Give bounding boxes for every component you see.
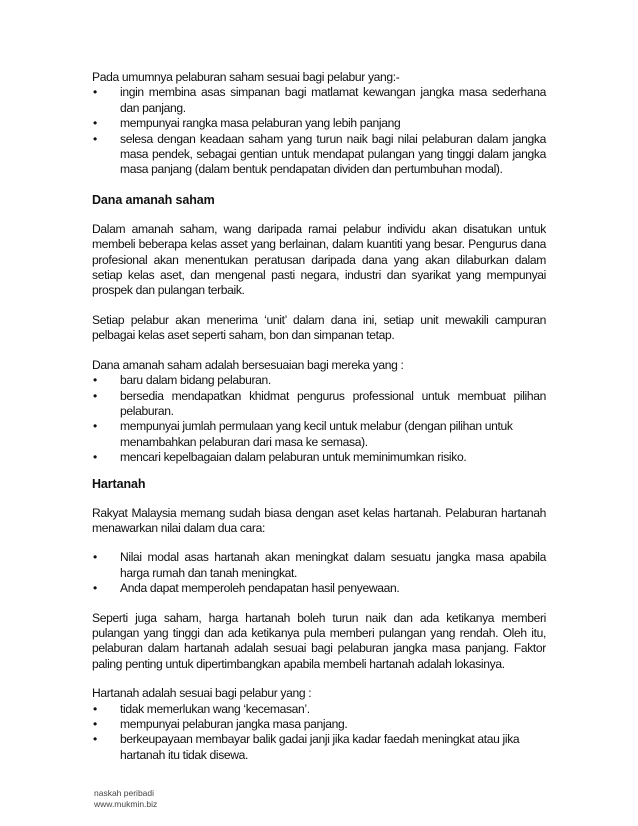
bullet-icon: • [93, 373, 97, 388]
bullet-icon: • [93, 550, 97, 565]
document-body [92, 70, 546, 763]
hartanah-bullet-list-1 [92, 550, 546, 596]
bullet-icon: • [93, 717, 97, 731]
footer-website: www.mukmin.biz [94, 799, 158, 809]
hartanah-paragraph-1: Rakyat Malaysia memang sudah biasa dengan aset kelas hartanah. Pelaburan hartanah menawarkan nilai dalam dua cara: [92, 505, 546, 535]
bullet-icon: • [93, 732, 97, 747]
list-item: • selesa dengan keadaan saham yang turun naik bagi nilai pelaburan dalam jangka masa pendek, sebagai gentian untuk mendapat pulangan yang tinggi dalam jangka masa panjang (dalam bentuk pendapatan dividen dan pertumbuhan modal). [93, 131, 546, 177]
dana-bullet-list [92, 373, 546, 465]
footer-note: naskah peribadi [94, 788, 155, 798]
dana-lead: Dana amanah saham adalah bersesuaian bagi mereka yang : [92, 357, 404, 372]
page-footer [94, 788, 157, 810]
bullet-icon: • [93, 419, 97, 434]
list-item: • berkeupayaan membayar balik gadai janji jika kadar faedah meningkat atau jika hartanah itu tidak disewa. [93, 732, 520, 762]
heading-dana-amanah-saham: Dana amanah saham [92, 192, 215, 207]
bullet-icon: • [93, 450, 97, 465]
bullet-icon: • [93, 116, 97, 131]
intro-bullet-list [92, 85, 546, 177]
heading-hartanah: Hartanah [92, 476, 146, 491]
dana-paragraph-1: Dalam amanah saham, wang daripada ramai pelabur individu akan disatukan untuk membeli beberapa kelas asset yang berlainan, dalam kuantiti yang besar. Pengurus dana profesional akan menentukan peratusan daripada dana yang akan dilaburkan dalam setiap kelas aset, dan mengenal pasti negara, industri dan syarikat yang mempunyai prospek dan pulangan terbaik. [92, 221, 546, 298]
list-item: • Anda dapat memperoleh pendapatan hasil penyewaan. [93, 581, 400, 596]
list-item: • mempunyai jumlah permulaan yang kecil untuk melabur (dengan pilihan untuk menambahkan pelaburan dari masa ke semasa). [93, 419, 513, 449]
list-item: • mencari kepelbagaian dalam pelaburan untuk meminimumkan risiko. [93, 450, 467, 465]
hartanah-lead: Hartanah adalah sesuai bagi pelabur yang : [92, 686, 312, 701]
bullet-icon: • [93, 131, 97, 146]
bullet-icon: • [93, 85, 97, 100]
list-item: • ingin membina asas simpanan bagi matlamat kewangan jangka masa sederhana dan panjang. [93, 85, 546, 115]
bullet-icon: • [93, 581, 97, 596]
list-item: • bersedia mendapatkan khidmat pengurus professional untuk membuat pilihan pelaburan. [93, 388, 546, 418]
dana-paragraph-2: Setiap pelabur akan menerima ‘unit’ dalam dana ini, setiap unit mewakili campuran pelbagai kelas aset seperti saham, bon dan simpanan tetap. [92, 312, 546, 343]
intro-lead: Pada umumnya pelaburan saham sesuai bagi pelabur yang:- [92, 70, 400, 84]
bullet-icon: • [93, 388, 97, 403]
list-item: • mempunyai rangka masa pelaburan yang lebih panjang [93, 116, 401, 131]
list-item: • baru dalam bidang pelaburan. [93, 373, 271, 388]
list-item: • Nilai modal asas hartanah akan meningkat dalam sesuatu jangka masa apabila harga rumah dan tanah meningkat. [93, 550, 546, 580]
hartanah-paragraph-2: Seperti juga saham, harga hartanah boleh turun naik dan ada ketikanya memberi pulangan yang tinggi dan ada ketikanya pula memberi pulangan yang rendah. Oleh itu, pelaburan dalam hartanah adalah sesuai bagi pelaburan jangka masa panjang. Faktor paling penting untuk dipertimbangkan apabila membeli hartanah adalah lokasinya. [92, 610, 546, 671]
list-item: • tidak memerlukan wang ‘kecemasan’. [93, 701, 310, 716]
list-item: • mempunyai pelaburan jangka masa panjang. [93, 717, 348, 731]
hartanah-bullet-list-2 [92, 702, 546, 764]
bullet-icon: • [93, 701, 97, 716]
